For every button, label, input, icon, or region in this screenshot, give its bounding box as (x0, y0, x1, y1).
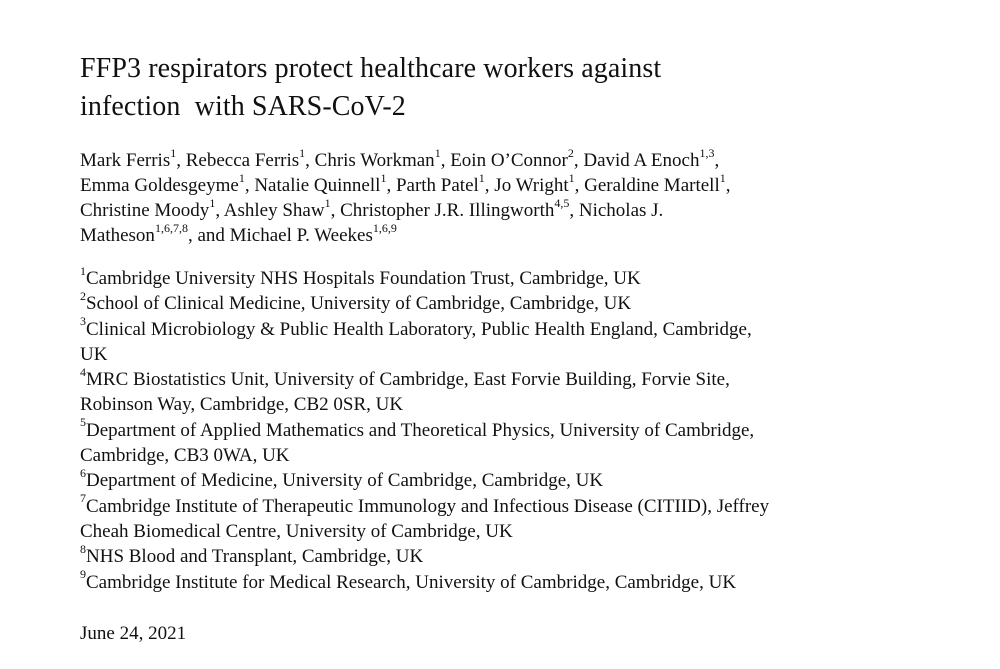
affiliation-number: 4 (80, 364, 86, 379)
affiliation-text: NHS Blood and Transplant, Cambridge, UK (86, 546, 424, 568)
affiliation-text-continued: Cambridge, CB3 0WA, UK (80, 445, 290, 467)
author-separator: , (574, 175, 585, 196)
author-line-1 (80, 145, 930, 173)
author-name: Rebecca Ferris (185, 150, 300, 171)
author-affiliation-mark: 1 (299, 145, 306, 160)
affiliation-item (80, 491, 940, 545)
affiliation-text-continued: UK (80, 343, 108, 365)
author-name: Ashley Shaw (223, 200, 325, 221)
author-separator: , and (187, 225, 230, 246)
affiliation-number: 6 (80, 466, 86, 481)
author-affiliation-mark: 1,3 (699, 145, 715, 160)
author-affiliation-mark: 1,6,7,8 (154, 220, 188, 235)
author-separator: , (305, 150, 315, 171)
author-affiliation-mark: 1 (209, 195, 216, 210)
affiliation-text: Department of Medicine, University of Cambridge, Cambridge, UK (86, 470, 604, 492)
author-affiliation-mark: 1 (478, 170, 485, 185)
author-line-2 (80, 170, 930, 198)
author-separator: , (484, 175, 495, 196)
affiliation-item (80, 468, 940, 493)
author-line-3 (80, 195, 930, 223)
author-name: Jo Wright (494, 175, 569, 196)
affiliation-item (80, 364, 940, 418)
author-name: Parth Patel (395, 175, 479, 196)
publication-date: June 24, 2021 (80, 623, 187, 644)
author-affiliation-mark: 1 (719, 170, 726, 185)
author-separator: , (440, 150, 451, 171)
author-separator: , (573, 150, 584, 171)
author-name: Natalie Quinnell (254, 175, 381, 196)
affiliation-text-continued: Cheah Biomedical Centre, University of Cambridge, UK (80, 520, 513, 542)
author-name: Mark Ferris (80, 150, 171, 171)
affiliation-text: Cambridge Institute for Medical Research, University of Cambridge, Cambridge, UK (86, 571, 737, 593)
author-separator: , (386, 175, 396, 196)
author-affiliation-mark: 1 (238, 170, 245, 185)
affiliation-item (80, 541, 940, 569)
author-separator: , (176, 150, 186, 171)
author-name-part: Matheson (80, 225, 155, 246)
author-name: David A Enoch (583, 150, 700, 171)
affiliation-text: Department of Applied Mathematics and Theoretical Physics, University of Cambridge, (86, 419, 755, 441)
title-line-1: FFP3 respirators protect healthcare workers against (80, 53, 662, 84)
author-name: Michael P. Weekes (229, 225, 373, 246)
affiliation-number: 3 (80, 314, 86, 329)
paper-title (80, 50, 920, 126)
affiliation-text: Cambridge Institute of Therapeutic Immunology and Infectious Disease (CITIID), Jeffrey (86, 495, 770, 517)
affiliation-list (80, 263, 940, 595)
author-name: Eoin O’Connor (450, 150, 568, 171)
affiliation-number: 8 (80, 541, 86, 556)
title-line-2: infection with SARS-CoV-2 (80, 91, 406, 122)
affiliation-text: Clinical Microbiology & Public Health Laboratory, Public Health England, Cambridge, (86, 318, 752, 340)
affiliation-text: Cambridge University NHS Hospitals Foundation Trust, Cambridge, UK (86, 268, 641, 289)
author-affiliation-mark: 1 (170, 145, 177, 160)
author-separator: , (725, 175, 731, 196)
author-name: Chris Workman (314, 150, 435, 171)
affiliation-text: MRC Biostatistics Unit, University of Cambridge, East Forvie Building, Forvie Site, (86, 369, 730, 391)
author-separator: , (244, 175, 255, 196)
author-line-4 (80, 220, 930, 248)
author-name: Christine Moody (80, 200, 210, 221)
author-separator: , (569, 200, 579, 221)
author-name: Christopher J.R. Illingworth (340, 200, 555, 221)
affiliation-number: 1 (80, 263, 86, 278)
affiliation-number: 7 (80, 491, 86, 506)
author-affiliation-mark: 1 (324, 195, 331, 210)
author-separator: , (714, 150, 720, 171)
affiliation-number: 9 (80, 567, 86, 582)
affiliation-item (80, 314, 940, 368)
author-affiliation-mark: 1 (434, 145, 441, 160)
author-name-part: Nicholas J. (578, 200, 664, 221)
affiliation-text: School of Clinical Medicine, University of Cambridge, Cambridge, UK (86, 293, 632, 315)
author-list (80, 145, 930, 248)
author-affiliation-mark: 4,5 (554, 195, 570, 210)
author-affiliation-mark: 1 (380, 170, 387, 185)
affiliation-item (80, 288, 940, 316)
affiliation-text-continued: Robinson Way, Cambridge, CB2 0SR, UK (80, 394, 404, 416)
affiliation-number: 2 (80, 288, 86, 303)
affiliation-item (80, 415, 940, 469)
author-affiliation-mark: 2 (567, 145, 574, 160)
author-separator: , (330, 200, 341, 221)
author-name: Geraldine Martell (584, 175, 720, 196)
author-separator: , (215, 200, 224, 221)
affiliation-item (80, 567, 940, 595)
author-affiliation-mark: 1 (568, 170, 575, 185)
author-affiliation-mark: 1,6,9 (372, 220, 397, 235)
affiliation-number: 5 (80, 415, 86, 430)
affiliation-item (80, 263, 940, 291)
author-name: Emma Goldesgeyme (80, 175, 239, 196)
